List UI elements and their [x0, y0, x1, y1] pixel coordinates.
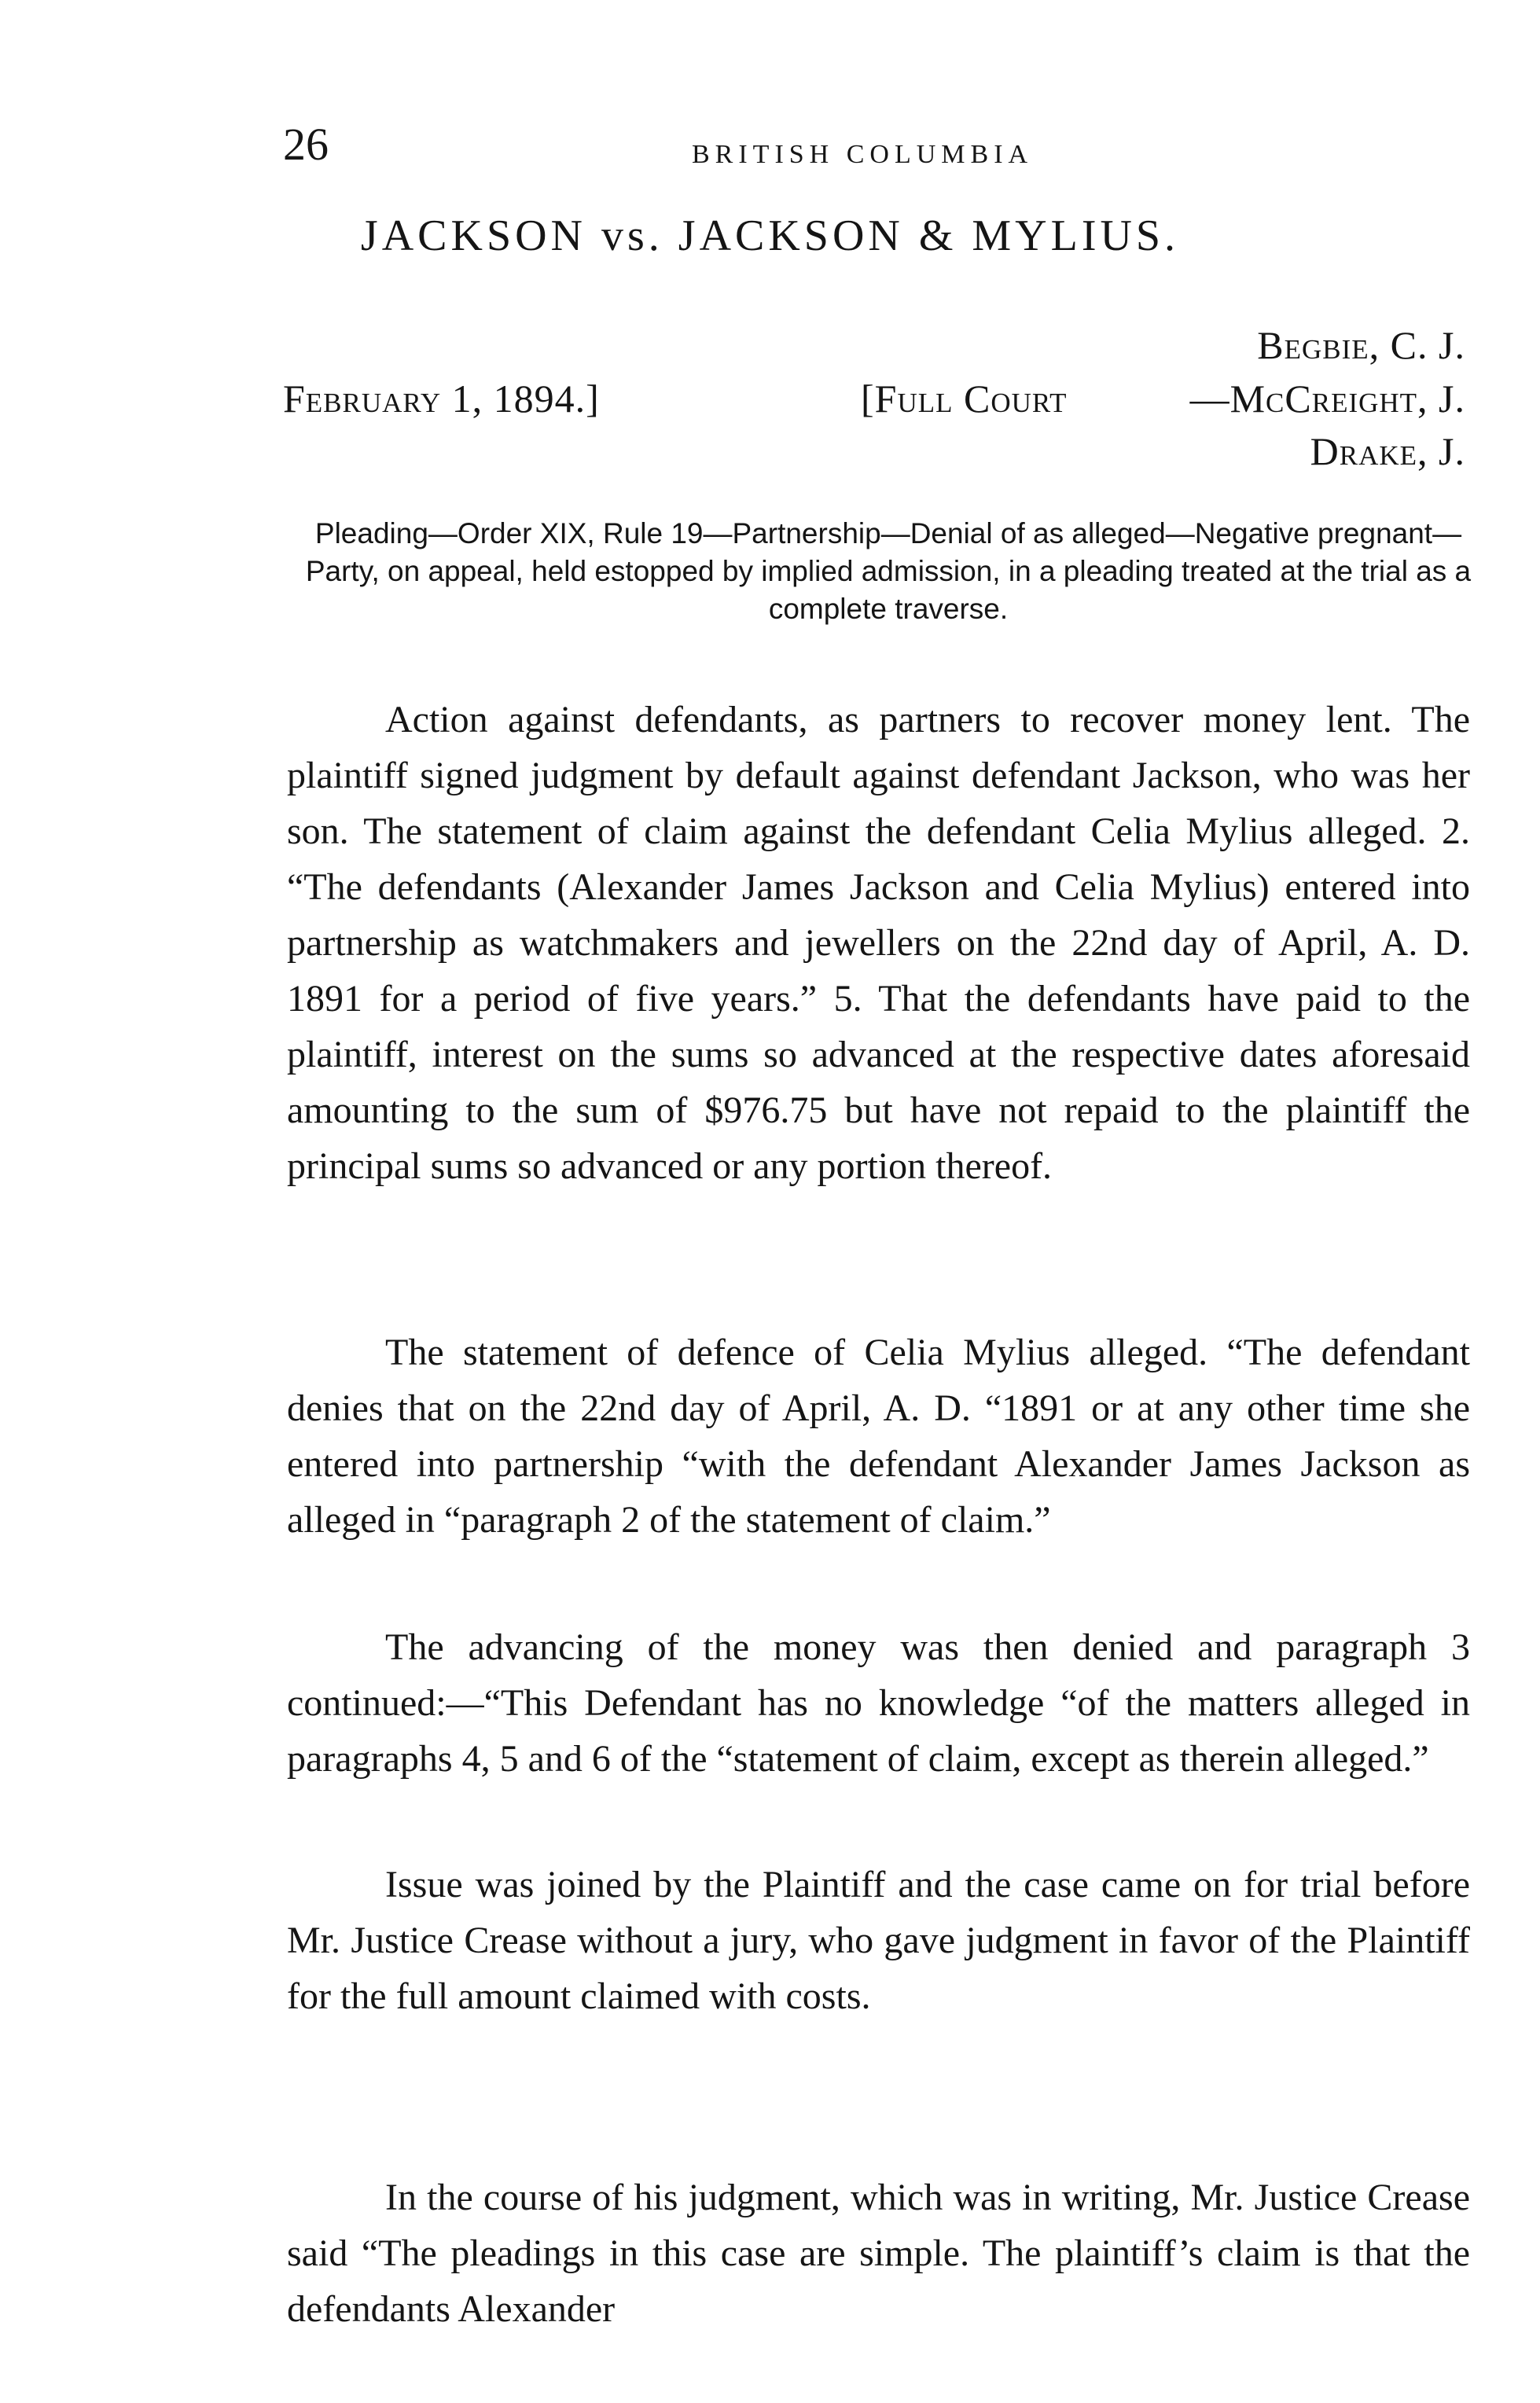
- paragraph-judgment: In the course of his judgment, which was in writing, Mr. Justice Crease said “The pleadings in this case are simple. The plaintiff’s claim is that the defendants Alexander: [287, 2177, 1470, 2330]
- case-title: JACKSON vs. JACKSON & MYLIUS.: [360, 211, 1180, 260]
- decision-date: February 1, 1894.]: [283, 377, 600, 421]
- paragraph-advancing: The advancing of the money was then denied and paragraph 3 continued:—“This Defendant has no knowledge “of the matters alleged in paragraphs 4, 5 and 6 of the “statement of claim, except as therein alleged.”: [287, 1626, 1470, 1780]
- judge-mccreight: —McCreight, J.: [1189, 377, 1465, 421]
- judge-begbie: Begbie, C. J.: [1257, 323, 1465, 367]
- headnote: Pleading—Order XIX, Rule 19—Partnership—Denial of as alleged—Negative pregnant—Party, on appeal, held estopped by implied admission, in a pleading treated at the trial as a complete traverse.: [305, 517, 1472, 625]
- page-number: 26: [283, 119, 329, 170]
- paragraph-action: Action against defendants, as partners to recover money lent. The plaintiff signed judgment by default against defendant Jackson, who was her son. The statement of claim against the defendant Celia Mylius alleged. 2. “The defendants (Alexander James Jackson and Celia Mylius) entered into partnership as watchmakers and jewellers on the 22nd day of April, A. D. 1891 for a period of five years.” 5. That the defendants have paid to the plaintiff, interest on the sums so advanced at the respective dates aforesaid amounting to the sum of $976.75 but have not repaid to the plaintiff the principal sums so advanced or any portion thereof.: [287, 699, 1470, 1187]
- paragraph-issue: Issue was joined by the Plaintiff and the case came on for trial before Mr. Justice Crease without a jury, who gave judgment in favor of the Plaintiff for the full amount claimed with costs.: [287, 1864, 1470, 2017]
- running-head: BRITISH COLUMBIA: [692, 140, 1034, 169]
- court-label: [Full Court: [861, 377, 1068, 421]
- paragraph-defence: The statement of defence of Celia Mylius alleged. “The defendant denies that on the 22nd day of April, A. D. “1891 or at any other time she entered into partnership “with the defendant Alexander James Jackson as alleged in “paragraph 2 of the statement of claim.”: [287, 1332, 1470, 1541]
- judge-drake: Drake, J.: [1310, 429, 1465, 473]
